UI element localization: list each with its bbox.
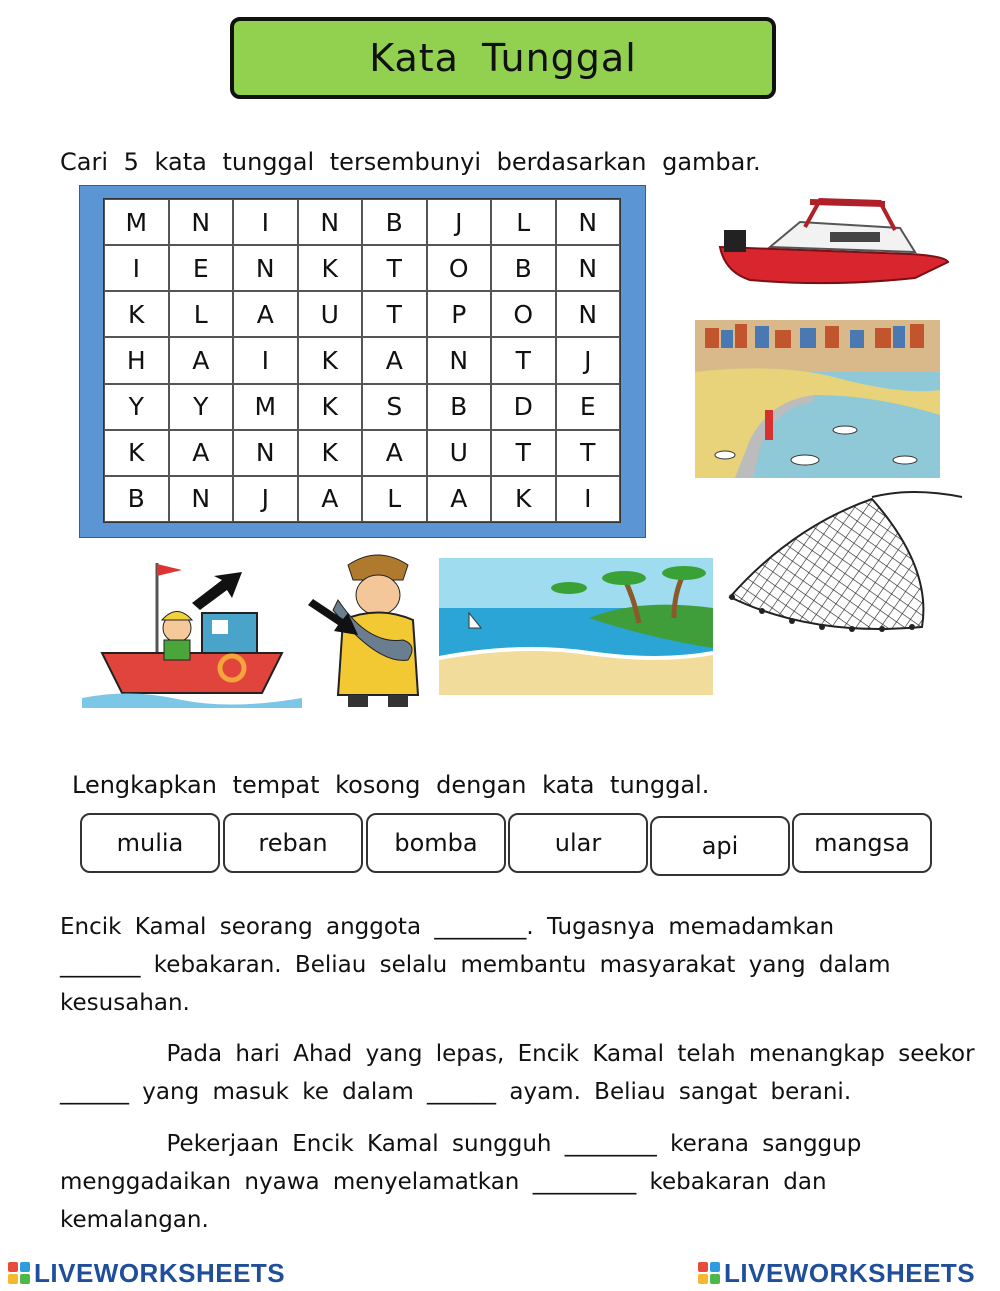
- grid-cell[interactable]: N: [427, 337, 492, 383]
- word-chip[interactable]: mangsa: [792, 813, 932, 873]
- paragraph-line: _______ kebakaran. Beliau selalu membantu masyarakat yang dalam: [60, 952, 891, 978]
- grid-cell[interactable]: T: [362, 291, 427, 337]
- grid-cell[interactable]: I: [556, 476, 621, 522]
- beach-image: [439, 558, 713, 695]
- logo-text: LIVEWORKSHEETS: [34, 1257, 286, 1288]
- liveworksheets-logo-left[interactable]: [8, 1258, 285, 1288]
- grid-cell[interactable]: A: [169, 430, 234, 476]
- grid-cell[interactable]: N: [556, 245, 621, 291]
- grid-cell[interactable]: I: [233, 199, 298, 245]
- paragraph-line: Pada hari Ahad yang lepas, Encik Kamal telah menangkap seekor: [60, 1041, 975, 1067]
- grid-cell[interactable]: P: [427, 291, 492, 337]
- fisherman-image: [308, 545, 426, 710]
- grid-cell[interactable]: K: [298, 430, 363, 476]
- grid-cell[interactable]: S: [362, 384, 427, 430]
- grid-cell[interactable]: J: [556, 337, 621, 383]
- liveworksheets-logo-icon: [698, 1262, 720, 1284]
- grid-cell[interactable]: K: [104, 291, 169, 337]
- paragraph-2: [60, 1035, 975, 1111]
- grid-cell[interactable]: L: [362, 476, 427, 522]
- grid-cell[interactable]: B: [104, 476, 169, 522]
- paragraph-line: kesusahan.: [60, 990, 190, 1016]
- fishing-boat-image: [82, 558, 302, 708]
- instruction-fill-blanks: Lengkapkan tempat kosong dengan kata tunggal.: [72, 771, 710, 799]
- liveworksheets-logo-icon: [8, 1262, 30, 1284]
- grid-cell[interactable]: U: [298, 291, 363, 337]
- paragraph-1: [60, 908, 940, 1022]
- grid-cell[interactable]: Y: [104, 384, 169, 430]
- grid-cell[interactable]: N: [233, 430, 298, 476]
- grid-cell[interactable]: N: [556, 199, 621, 245]
- grid-cell[interactable]: J: [233, 476, 298, 522]
- paragraph-line: menggadaikan nyawa menyelamatkan _________ kebakaran dan: [60, 1169, 827, 1195]
- fishing-net-image: [722, 487, 970, 635]
- grid-cell[interactable]: N: [556, 291, 621, 337]
- grid-cell[interactable]: T: [362, 245, 427, 291]
- grid-cell[interactable]: O: [427, 245, 492, 291]
- grid-cell[interactable]: J: [427, 199, 492, 245]
- grid-cell[interactable]: A: [362, 430, 427, 476]
- grid-cell[interactable]: K: [298, 337, 363, 383]
- grid-cell[interactable]: M: [104, 199, 169, 245]
- grid-cell[interactable]: T: [491, 337, 556, 383]
- paragraph-line: kemalangan.: [60, 1207, 209, 1233]
- grid-cell[interactable]: A: [362, 337, 427, 383]
- paragraph-3: [60, 1125, 940, 1239]
- grid-cell[interactable]: B: [491, 245, 556, 291]
- grid-cell[interactable]: E: [169, 245, 234, 291]
- grid-cell[interactable]: T: [491, 430, 556, 476]
- grid-cell[interactable]: N: [169, 199, 234, 245]
- grid-cell[interactable]: T: [556, 430, 621, 476]
- grid-cell[interactable]: A: [233, 291, 298, 337]
- grid-cell[interactable]: K: [298, 245, 363, 291]
- grid-cell[interactable]: D: [491, 384, 556, 430]
- page-title: Kata Tunggal: [230, 17, 776, 99]
- word-chip[interactable]: ular: [508, 813, 648, 873]
- grid-cell[interactable]: A: [169, 337, 234, 383]
- grid-cell[interactable]: L: [491, 199, 556, 245]
- grid-cell[interactable]: E: [556, 384, 621, 430]
- word-bank: [80, 813, 935, 877]
- wordsearch-grid: [103, 198, 621, 523]
- grid-cell[interactable]: N: [298, 199, 363, 245]
- liveworksheets-logo-right[interactable]: [698, 1258, 975, 1288]
- logo-text: LIVEWORKSHEETS: [724, 1257, 976, 1288]
- grid-cell[interactable]: I: [104, 245, 169, 291]
- grid-cell[interactable]: L: [169, 291, 234, 337]
- grid-cell[interactable]: N: [233, 245, 298, 291]
- grid-cell[interactable]: K: [104, 430, 169, 476]
- grid-cell[interactable]: U: [427, 430, 492, 476]
- speedboat-image: [710, 192, 952, 292]
- grid-cell[interactable]: I: [233, 337, 298, 383]
- word-chip[interactable]: reban: [223, 813, 363, 873]
- instruction-wordsearch: Cari 5 kata tunggal tersembunyi berdasarkan gambar.: [60, 148, 761, 176]
- harbour-image: [695, 320, 940, 478]
- grid-cell[interactable]: B: [427, 384, 492, 430]
- grid-cell[interactable]: H: [104, 337, 169, 383]
- word-chip[interactable]: api: [650, 816, 790, 876]
- grid-cell[interactable]: O: [491, 291, 556, 337]
- grid-cell[interactable]: M: [233, 384, 298, 430]
- word-chip[interactable]: mulia: [80, 813, 220, 873]
- grid-cell[interactable]: B: [362, 199, 427, 245]
- grid-cell[interactable]: K: [491, 476, 556, 522]
- grid-cell[interactable]: N: [169, 476, 234, 522]
- grid-cell[interactable]: A: [298, 476, 363, 522]
- grid-cell[interactable]: Y: [169, 384, 234, 430]
- grid-cell[interactable]: A: [427, 476, 492, 522]
- paragraph-line: ______ yang masuk ke dalam ______ ayam. Beliau sangat berani.: [60, 1079, 852, 1105]
- paragraph-line: Encik Kamal seorang anggota ________. Tugasnya memadamkan: [60, 914, 835, 940]
- paragraph-line: Pekerjaan Encik Kamal sungguh ________ kerana sanggup: [60, 1131, 862, 1157]
- grid-cell[interactable]: K: [298, 384, 363, 430]
- word-chip[interactable]: bomba: [366, 813, 506, 873]
